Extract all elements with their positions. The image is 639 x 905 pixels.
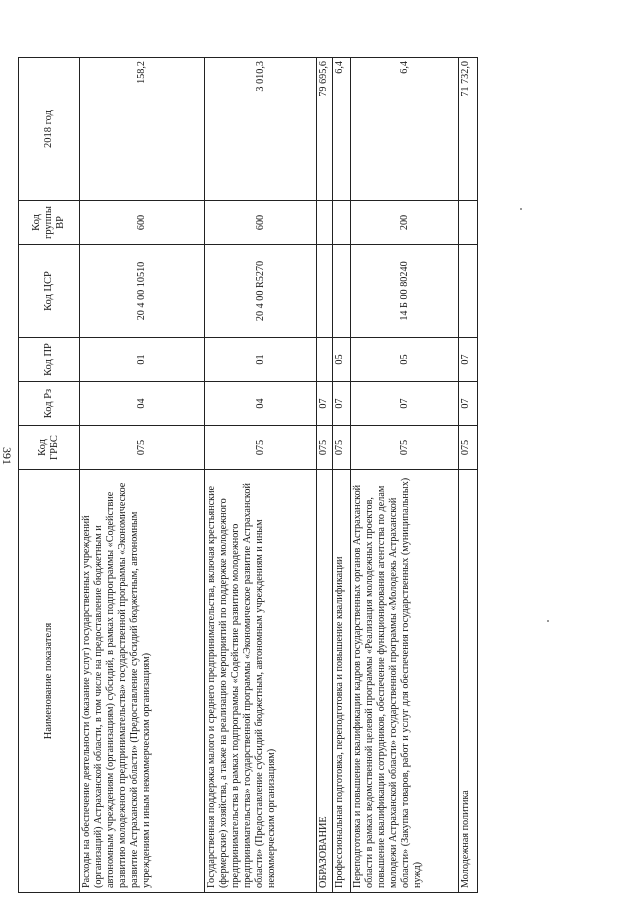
row-name: Государственная поддержка малого и среднего предпринимательства, включая крестьянские (фермерские) хозяйства, а также на реализацию мероприятий по поддержке молодежного предпринимательства в рамках подпрограммы «Содействие развитию молодежного предпринимательства» государственной программы «Экономическое развитие Астраханской области» (Предоставление субсидий бюджетным, автономным учреждениям и иным некоммерческим организациям) <box>205 470 317 893</box>
row-name: Молодежная политика <box>459 470 478 893</box>
row-name: ОБРАЗОВАНИЕ <box>316 470 332 893</box>
budget-table <box>18 57 478 893</box>
table-row <box>205 58 317 893</box>
row-name: Расходы на обеспечение деятельности (оказание услуг) государственных учреждений (организаций) Астраханской области, в том числе на предоставление бюджетным и автономным учреждениям (организациям) субсидий, в рамках подпрограммы «Содействие развитию молодежного предпринимательства» государственной программы «Экономическое развитие Астраханской области» (Предоставление субсидий бюджетным, автономным учреждениям и иным некоммерческим организациям) <box>80 470 205 893</box>
row-csr <box>333 245 351 338</box>
header-vr: Код группы ВР <box>19 201 80 245</box>
scan-speck <box>547 620 549 622</box>
row-sum: 71 732,0 <box>459 58 478 201</box>
header-grbs: Код ГРБС <box>19 426 80 470</box>
row-grbs: 075 <box>350 426 458 470</box>
table-header-row <box>19 58 80 893</box>
row-rz: 04 <box>205 382 317 426</box>
row-grbs: 075 <box>459 426 478 470</box>
table-row <box>350 58 458 893</box>
table-row <box>333 58 351 893</box>
row-csr: 14 Б 00 80240 <box>350 245 458 338</box>
table-row <box>459 58 478 893</box>
header-year: 2018 год <box>19 58 80 201</box>
row-vr <box>459 201 478 245</box>
row-sum: 6,4 <box>333 58 351 201</box>
row-rz: 07 <box>333 382 351 426</box>
row-pr: 01 <box>205 338 317 382</box>
row-pr: 01 <box>80 338 205 382</box>
row-rz: 04 <box>80 382 205 426</box>
table-row <box>80 58 205 893</box>
row-vr: 600 <box>205 201 317 245</box>
row-name: Переподготовка и повышение квалификации кадров государственных органов Астраханской области в рамках ведомственной целевой программы «Реализация молодежных проектов, повышение квалификации сотрудников, обеспечение функционирования агентства по делам молодежи Астраханской области» государственной программы «Молодежь Астраханской области» (Закупка товаров, работ и услуг для обеспечения государственных (муниципальных) нужд) <box>350 470 458 893</box>
row-vr <box>316 201 332 245</box>
row-csr: 20 4 00 10510 <box>80 245 205 338</box>
row-csr <box>316 245 332 338</box>
row-grbs: 075 <box>205 426 317 470</box>
row-grbs: 075 <box>333 426 351 470</box>
row-vr: 200 <box>350 201 458 245</box>
row-sum: 158,2 <box>80 58 205 201</box>
row-vr <box>333 201 351 245</box>
row-rz: 07 <box>350 382 458 426</box>
row-pr: 07 <box>459 338 478 382</box>
budget-table-frame <box>18 58 478 893</box>
budget-table-rotated <box>18 58 478 893</box>
row-sum: 79 695,6 <box>316 58 332 201</box>
row-grbs: 075 <box>80 426 205 470</box>
header-name: Наименование показателя <box>19 470 80 893</box>
row-pr: 05 <box>333 338 351 382</box>
row-grbs: 075 <box>316 426 332 470</box>
row-csr <box>459 245 478 338</box>
row-name: Профессиональная подготовка, переподготовка и повышение квалификации <box>333 470 351 893</box>
header-csr: Код ЦСР <box>19 245 80 338</box>
row-rz: 07 <box>316 382 332 426</box>
row-csr: 20 4 00 R5270 <box>205 245 317 338</box>
table-row <box>316 58 332 893</box>
row-sum: 3 010,3 <box>205 58 317 201</box>
row-vr: 600 <box>80 201 205 245</box>
row-sum: 6,4 <box>350 58 458 201</box>
row-pr: 05 <box>350 338 458 382</box>
header-pr: Код ПР <box>19 338 80 382</box>
page-number: 391 <box>0 447 14 465</box>
header-rz: Код Рз <box>19 382 80 426</box>
scan-speck <box>520 208 522 210</box>
row-rz: 07 <box>459 382 478 426</box>
row-pr <box>316 338 332 382</box>
